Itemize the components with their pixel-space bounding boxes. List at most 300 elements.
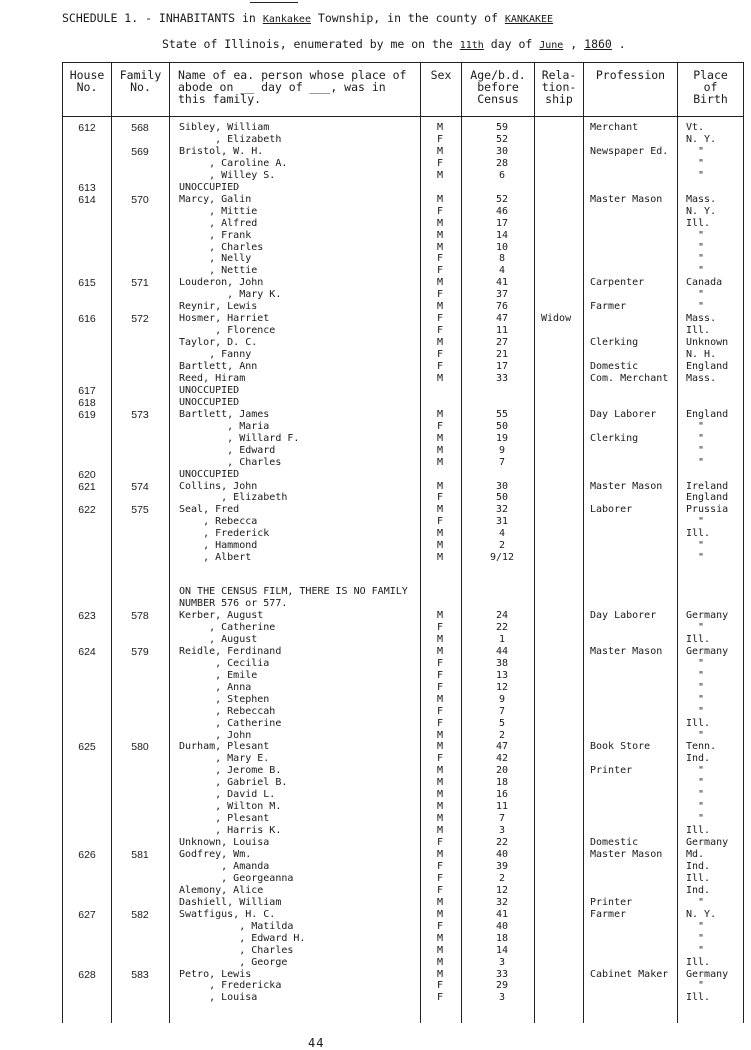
birthplace-value: " bbox=[686, 145, 705, 157]
top-rule bbox=[250, 2, 298, 3]
table-row bbox=[63, 373, 743, 385]
house-number: 624 bbox=[78, 645, 96, 658]
person-name: Taylor, D. C. bbox=[179, 337, 258, 349]
person-name: Alemony, Alice bbox=[179, 884, 264, 896]
house-number: 621 bbox=[78, 480, 96, 493]
person-name: , Anna bbox=[179, 681, 252, 693]
col-place-of-birth: Place of Birth bbox=[693, 68, 728, 106]
birthplace-value: " bbox=[686, 241, 705, 253]
age-value: 12 bbox=[495, 681, 509, 693]
age-value: 20 bbox=[495, 765, 509, 777]
person-name: , Louisa bbox=[179, 992, 258, 1004]
birthplace-value: " bbox=[686, 729, 705, 741]
profession-value: Carpenter bbox=[590, 277, 645, 289]
page-number: 44 bbox=[308, 1036, 325, 1050]
age-value: 6 bbox=[498, 169, 506, 181]
birthplace-value: " bbox=[686, 920, 705, 932]
sex-value: F bbox=[436, 420, 444, 432]
person-name: , George bbox=[179, 956, 288, 968]
birthplace-value: " bbox=[686, 253, 705, 265]
birthplace-value: England bbox=[686, 492, 729, 504]
person-name: , Frank bbox=[179, 229, 252, 241]
table-row bbox=[63, 969, 743, 981]
profession-value: Merchant bbox=[590, 122, 639, 133]
age-value: 39 bbox=[495, 860, 509, 872]
enumeration-line bbox=[162, 37, 626, 51]
sex-value: M bbox=[436, 633, 444, 645]
profession-value: Laborer bbox=[590, 504, 633, 516]
sex-value: F bbox=[436, 621, 444, 633]
family-number: 570 bbox=[131, 193, 149, 206]
birthplace-value: " bbox=[686, 289, 705, 301]
birthplace-value: N. Y. bbox=[686, 205, 717, 217]
birthplace-value: " bbox=[686, 621, 705, 633]
person-name: Dashiell, William bbox=[179, 896, 282, 908]
house-number: 623 bbox=[78, 610, 96, 622]
age-value: 32 bbox=[495, 896, 509, 908]
col-relationship: Rela- tion- ship bbox=[541, 68, 577, 106]
table-row bbox=[63, 718, 743, 730]
sex-value: M bbox=[436, 444, 444, 456]
age-value: 1 bbox=[498, 633, 506, 645]
age-value: 11 bbox=[495, 801, 509, 813]
age-value: 27 bbox=[495, 337, 509, 349]
birthplace-value: " bbox=[686, 896, 705, 908]
table-row bbox=[63, 218, 743, 230]
census-table-top bbox=[62, 62, 744, 580]
table-row bbox=[63, 540, 743, 552]
person-name: , Edward bbox=[179, 444, 276, 456]
age-value: 7 bbox=[498, 705, 506, 717]
sex-value: F bbox=[436, 753, 444, 765]
age-value: 3 bbox=[498, 825, 506, 837]
sex-value: M bbox=[436, 801, 444, 813]
birthplace-value: " bbox=[686, 765, 705, 777]
birthplace-value: Mass. bbox=[686, 193, 717, 205]
table-row bbox=[63, 933, 743, 945]
table-row bbox=[63, 182, 743, 194]
age-value: 47 bbox=[495, 741, 509, 753]
family-number: 579 bbox=[131, 645, 149, 658]
table-row bbox=[63, 385, 743, 397]
birthplace-value: Ill. bbox=[686, 825, 711, 837]
birthplace-value: Ill. bbox=[686, 872, 711, 884]
sex-value: F bbox=[436, 253, 444, 265]
table-row bbox=[63, 706, 743, 718]
schedule-title bbox=[62, 11, 553, 25]
age-value: 52 bbox=[495, 193, 509, 205]
age-value: 7 bbox=[498, 813, 506, 825]
table-row bbox=[63, 289, 743, 301]
age-value: 37 bbox=[495, 289, 509, 301]
family-number: 578 bbox=[131, 610, 149, 622]
sex-value: F bbox=[436, 920, 444, 932]
birthplace-value: Ind. bbox=[686, 860, 711, 872]
sex-value: M bbox=[436, 610, 444, 621]
sex-value: M bbox=[436, 480, 444, 492]
birthplace-value: " bbox=[686, 444, 705, 456]
sex-value: F bbox=[436, 884, 444, 896]
day-value: 11th bbox=[459, 40, 484, 51]
birthplace-value: " bbox=[686, 516, 705, 528]
table-row bbox=[63, 361, 743, 373]
birthplace-value: England bbox=[686, 361, 729, 372]
family-number: 575 bbox=[131, 504, 149, 517]
age-value: 4 bbox=[498, 265, 506, 277]
house-number: 616 bbox=[78, 313, 96, 326]
profession-value: Master Mason bbox=[590, 193, 663, 205]
table-row bbox=[63, 253, 743, 265]
age-value: 7 bbox=[498, 456, 506, 468]
age-value: 3 bbox=[498, 956, 506, 968]
profession-value: Printer bbox=[590, 765, 633, 777]
sex-value: M bbox=[436, 217, 444, 229]
age-value: 76 bbox=[495, 301, 509, 313]
sex-value: M bbox=[436, 825, 444, 837]
census-film-note: ON THE CENSUS FILM, THERE IS NO FAMILY NUMBER 576 or 577. bbox=[179, 586, 408, 609]
birthplace-value: " bbox=[686, 540, 705, 552]
house-number: 626 bbox=[78, 849, 96, 861]
profession-value: Day Laborer bbox=[590, 408, 657, 420]
person-name: Unknown, Louisa bbox=[179, 837, 270, 849]
table-row bbox=[63, 957, 743, 969]
table-row bbox=[63, 801, 743, 813]
house-number: 618 bbox=[78, 396, 96, 409]
table-row bbox=[63, 646, 743, 658]
house-number: 627 bbox=[78, 908, 96, 921]
house-number: 612 bbox=[78, 122, 96, 134]
house-number: 619 bbox=[78, 408, 96, 421]
header-divider bbox=[63, 116, 743, 117]
sex-value: M bbox=[436, 908, 444, 920]
person-name: , Georgeanna bbox=[179, 872, 294, 884]
table-row bbox=[63, 516, 743, 528]
person-name: , Caroline A. bbox=[179, 157, 288, 169]
age-value: 5 bbox=[498, 717, 506, 729]
table-row bbox=[63, 945, 743, 957]
sex-value: M bbox=[436, 456, 444, 468]
birthplace-value: Ind. bbox=[686, 753, 711, 765]
person-name: , Hammond bbox=[179, 540, 258, 552]
sex-value: M bbox=[436, 765, 444, 777]
age-value: 33 bbox=[495, 968, 509, 980]
person-name: Godfrey, Wm. bbox=[179, 849, 252, 860]
birthplace-value: " bbox=[686, 801, 705, 813]
profession-value: Master Mason bbox=[590, 480, 663, 492]
age-value: 30 bbox=[495, 480, 509, 492]
birthplace-value: Ireland bbox=[686, 480, 729, 492]
census-table-bottom bbox=[62, 580, 744, 1023]
profession-value: Farmer bbox=[590, 908, 627, 920]
birthplace-value: Germany bbox=[686, 968, 729, 980]
person-name: Sibley, William bbox=[179, 122, 270, 133]
person-name: , Alfred bbox=[179, 217, 258, 229]
sex-value: M bbox=[436, 408, 444, 420]
birthplace-value: " bbox=[686, 813, 705, 825]
age-value: 17 bbox=[495, 217, 509, 229]
house-number: 620 bbox=[78, 468, 96, 481]
age-value: 2 bbox=[498, 729, 506, 741]
sex-value: M bbox=[436, 337, 444, 349]
table-row bbox=[63, 265, 743, 277]
person-name: UNOCCUPIED bbox=[179, 396, 240, 408]
person-name: , August bbox=[179, 633, 258, 645]
person-name: Swatfigus, H. C. bbox=[179, 908, 276, 920]
person-name: Bristol, W. H. bbox=[179, 145, 264, 157]
sex-value: F bbox=[436, 705, 444, 717]
sex-value: F bbox=[436, 860, 444, 872]
age-value: 2 bbox=[498, 872, 506, 884]
table-row bbox=[63, 122, 743, 134]
person-name: Marcy, Galin bbox=[179, 193, 252, 205]
sex-value: M bbox=[436, 789, 444, 801]
birthplace-value: N. Y. bbox=[686, 133, 717, 145]
house-number: 613 bbox=[78, 181, 96, 194]
col-house-no: House No. bbox=[69, 68, 105, 94]
table-row bbox=[63, 277, 743, 289]
person-name: , Catherine bbox=[179, 621, 276, 633]
family-number: 569 bbox=[131, 145, 149, 158]
age-value: 38 bbox=[495, 657, 509, 669]
person-name: Kerber, August bbox=[179, 610, 264, 621]
birthplace-value: " bbox=[686, 669, 705, 681]
col-family-no: Family No. bbox=[119, 68, 162, 94]
person-name: , Mittie bbox=[179, 205, 258, 217]
age-value: 46 bbox=[495, 205, 509, 217]
enum-prefix: State of Illinois, enumerated by me on the bbox=[162, 37, 453, 51]
sex-value: M bbox=[436, 741, 444, 753]
table-row bbox=[63, 158, 743, 170]
age-value: 9/12 bbox=[489, 552, 515, 564]
age-value: 50 bbox=[495, 420, 509, 432]
birthplace-value: Mass. bbox=[686, 313, 717, 325]
birthplace-value: " bbox=[686, 301, 705, 313]
person-name: , Nelly bbox=[179, 253, 252, 265]
person-name: Collins, John bbox=[179, 480, 258, 492]
age-value: 41 bbox=[495, 277, 509, 289]
table-row bbox=[63, 622, 743, 634]
family-number: 574 bbox=[131, 480, 149, 493]
house-number: 614 bbox=[78, 193, 96, 206]
sex-value: M bbox=[436, 540, 444, 552]
age-value: 55 bbox=[495, 408, 509, 420]
age-value: 41 bbox=[495, 908, 509, 920]
person-name: , Amanda bbox=[179, 860, 270, 872]
age-value: 33 bbox=[495, 372, 509, 384]
enum-comma: , bbox=[570, 37, 578, 51]
title-mid: Township, in the county of bbox=[317, 11, 498, 25]
birthplace-value: " bbox=[686, 552, 705, 564]
birthplace-value: " bbox=[686, 705, 705, 717]
birthplace-value: Unknown bbox=[686, 337, 729, 349]
county-value: KANKAKEE bbox=[504, 14, 554, 25]
age-value: 24 bbox=[495, 610, 509, 621]
table-row bbox=[63, 909, 743, 921]
col-sex: Sex bbox=[430, 68, 452, 82]
birthplace-value: " bbox=[686, 657, 705, 669]
profession-value: Domestic bbox=[590, 361, 639, 372]
birthplace-value: Vt. bbox=[686, 122, 705, 133]
person-name: , David L. bbox=[179, 789, 276, 801]
birthplace-value: " bbox=[686, 693, 705, 705]
person-name: , Mary K. bbox=[179, 289, 282, 301]
sex-value: F bbox=[436, 669, 444, 681]
table-row bbox=[63, 146, 743, 158]
person-name: , Cecilia bbox=[179, 657, 270, 669]
age-value: 4 bbox=[498, 528, 506, 540]
birthplace-value: " bbox=[686, 169, 705, 181]
age-value: 10 bbox=[495, 241, 509, 253]
family-number: 573 bbox=[131, 408, 149, 421]
sex-value: M bbox=[436, 372, 444, 384]
table-row bbox=[63, 873, 743, 885]
person-name: , Florence bbox=[179, 325, 276, 337]
person-name: , Willey S. bbox=[179, 169, 276, 181]
table-row bbox=[63, 194, 743, 206]
age-value: 22 bbox=[495, 621, 509, 633]
birthplace-value: Ill. bbox=[686, 528, 711, 540]
age-value: 47 bbox=[495, 313, 509, 325]
table-row bbox=[63, 885, 743, 897]
profession-value: Farmer bbox=[590, 301, 627, 313]
age-value: 30 bbox=[495, 145, 509, 157]
person-name: Hosmer, Harriet bbox=[179, 313, 270, 325]
month-value: June bbox=[539, 40, 564, 51]
table-row bbox=[63, 325, 743, 337]
sex-value: M bbox=[436, 528, 444, 540]
sex-value: F bbox=[436, 265, 444, 277]
person-name: UNOCCUPIED bbox=[179, 468, 240, 480]
person-name: , Charles bbox=[179, 456, 282, 468]
age-value: 31 bbox=[495, 516, 509, 528]
table-row bbox=[63, 469, 743, 481]
house-number: 615 bbox=[78, 277, 96, 290]
person-name: , Nettie bbox=[179, 265, 258, 277]
house-number: 622 bbox=[78, 504, 96, 517]
birthplace-value: " bbox=[686, 980, 705, 992]
sex-value: M bbox=[436, 777, 444, 789]
sex-value: F bbox=[436, 313, 444, 325]
person-name: Louderon, John bbox=[179, 277, 264, 289]
profession-value: Clerking bbox=[590, 337, 639, 349]
birthplace-value: N. Y. bbox=[686, 908, 717, 920]
table-row bbox=[63, 409, 743, 421]
family-number: 581 bbox=[131, 849, 149, 861]
table-row bbox=[63, 134, 743, 146]
table-row bbox=[63, 528, 743, 540]
col-profession: Profession bbox=[595, 68, 666, 82]
table-row bbox=[63, 777, 743, 789]
person-name: , Fredericka bbox=[179, 980, 282, 992]
sex-value: F bbox=[436, 837, 444, 849]
sex-value: F bbox=[436, 717, 444, 729]
person-name: , Fanny bbox=[179, 349, 252, 361]
table-row bbox=[63, 552, 743, 564]
person-name: UNOCCUPIED bbox=[179, 384, 240, 396]
age-value: 18 bbox=[495, 777, 509, 789]
sex-value: M bbox=[436, 301, 444, 313]
sex-value: F bbox=[436, 157, 444, 169]
sex-value: M bbox=[436, 896, 444, 908]
person-name: Reynir, Lewis bbox=[179, 301, 258, 313]
person-name: , Harris K. bbox=[179, 825, 282, 837]
person-name: , Emile bbox=[179, 669, 258, 681]
birthplace-value: Ill. bbox=[686, 633, 711, 645]
birthplace-value: Ill. bbox=[686, 325, 711, 337]
table-row bbox=[63, 242, 743, 254]
table-row bbox=[63, 492, 743, 504]
person-name: , Rebeccah bbox=[179, 705, 276, 717]
family-number: 568 bbox=[131, 122, 149, 134]
house-number: 617 bbox=[78, 384, 96, 397]
birthplace-value: Ill. bbox=[686, 217, 711, 229]
birthplace-value: " bbox=[686, 944, 705, 956]
age-value: 28 bbox=[495, 157, 509, 169]
profession-value: Day Laborer bbox=[590, 610, 657, 621]
age-value: 21 bbox=[495, 349, 509, 361]
table-row bbox=[63, 980, 743, 992]
person-name: Bartlett, James bbox=[179, 408, 270, 420]
person-name: Reed, Hiram bbox=[179, 372, 246, 384]
sex-value: F bbox=[436, 872, 444, 884]
table-row bbox=[63, 741, 743, 753]
table-row bbox=[63, 861, 743, 873]
table-row bbox=[63, 921, 743, 933]
table-row bbox=[63, 433, 743, 445]
table-row bbox=[63, 897, 743, 909]
person-name: , Plesant bbox=[179, 813, 270, 825]
age-value: 13 bbox=[495, 669, 509, 681]
person-name: Bartlett, Ann bbox=[179, 361, 258, 372]
table-row bbox=[63, 610, 743, 622]
table-row bbox=[63, 206, 743, 218]
birthplace-value: " bbox=[686, 420, 705, 432]
age-value: 40 bbox=[495, 920, 509, 932]
birthplace-value: " bbox=[686, 681, 705, 693]
birthplace-value: N. H. bbox=[686, 349, 717, 361]
table-row bbox=[63, 658, 743, 670]
table-row bbox=[63, 301, 743, 313]
sex-value: M bbox=[436, 145, 444, 157]
sex-value: M bbox=[436, 968, 444, 980]
sex-value: M bbox=[436, 693, 444, 705]
profession-value: Book Store bbox=[590, 741, 651, 753]
sex-value: M bbox=[436, 813, 444, 825]
age-value: 14 bbox=[495, 944, 509, 956]
sex-value: M bbox=[436, 849, 444, 860]
birthplace-value: " bbox=[686, 157, 705, 169]
family-number: 571 bbox=[131, 277, 149, 290]
age-value: 42 bbox=[495, 753, 509, 765]
birthplace-value: " bbox=[686, 789, 705, 801]
sex-value: M bbox=[436, 169, 444, 181]
sex-value: M bbox=[436, 432, 444, 444]
title-prefix: SCHEDULE 1. - INHABITANTS in bbox=[62, 11, 256, 25]
profession-value: Master Mason bbox=[590, 849, 663, 860]
person-name: , Wilton M. bbox=[179, 801, 282, 813]
person-name: Durham, Plesant bbox=[179, 741, 270, 753]
table-row bbox=[63, 849, 743, 861]
birthplace-value: " bbox=[686, 456, 705, 468]
sex-value: F bbox=[436, 657, 444, 669]
sex-value: F bbox=[436, 349, 444, 361]
person-name: , Gabriel B. bbox=[179, 777, 288, 789]
sex-value: F bbox=[436, 980, 444, 992]
table-row bbox=[63, 170, 743, 182]
age-value: 29 bbox=[495, 980, 509, 992]
sex-value: F bbox=[436, 361, 444, 372]
age-value: 18 bbox=[495, 932, 509, 944]
